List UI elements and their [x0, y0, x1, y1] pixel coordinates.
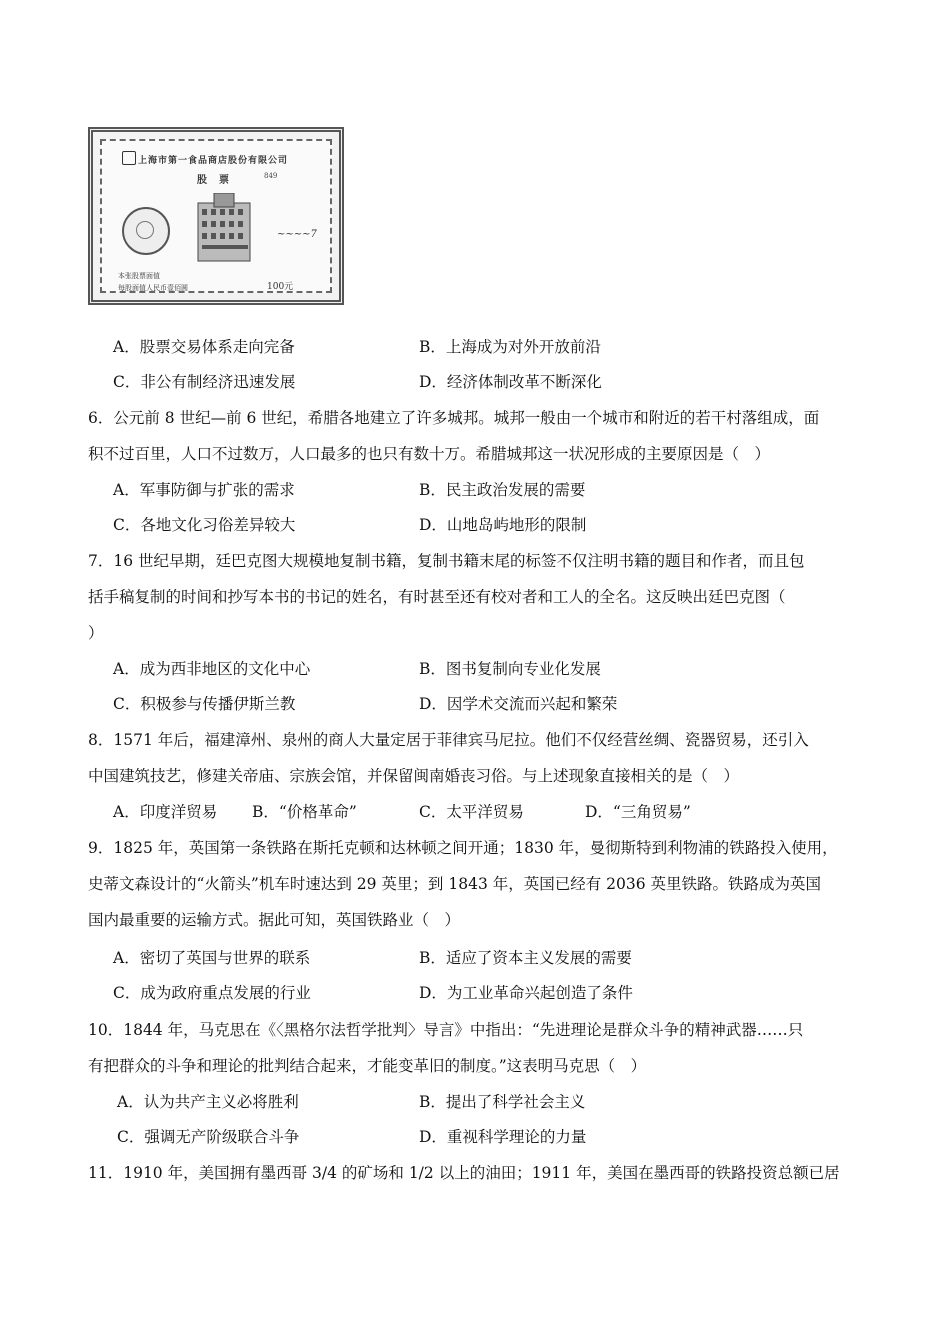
q6-option-b: B．民主政治发展的需要: [419, 481, 586, 499]
q10-stem-line1: 10．1844 年，马克思在《〈黑格尔法哲学批判〉导言》中指出：“先进理论是群众斗争的精神武器……只: [88, 1021, 804, 1039]
q5-option-c: C．非公有制经济迅速发展: [113, 373, 296, 391]
certificate-number: 849: [264, 172, 278, 180]
q8-option-d: D．“三角贸易”: [585, 803, 691, 821]
q6-option-d: D．山地岛屿地形的限制: [419, 516, 587, 534]
certificate-border: [100, 139, 332, 293]
certificate-amount: 100元: [267, 282, 294, 292]
certificate-footer-1: 本张股票面值: [118, 272, 160, 280]
q6-option-a: A．军事防御与扩张的需求: [113, 481, 295, 499]
q7-option-b: B．图书复制向专业化发展: [419, 660, 601, 678]
seal-icon: [122, 207, 170, 255]
q6-stem-line2: 积不过百里，人口不过数万，人口最多的也只有数十万。希腊城邦这一状况形成的主要原因是（ ）: [88, 445, 771, 463]
q8-stem-line2: 中国建筑技艺，修建关帝庙、宗族会馆，并保留闽南婚丧习俗。与上述现象直接相关的是（ ）: [88, 767, 740, 785]
q7-stem-line1: 7．16 世纪早期，廷巴克图大规模地复制书籍，复制书籍末尾的标签不仅注明书籍的题目和作者，而且包: [88, 552, 805, 570]
q8-option-a: A．印度洋贸易: [113, 803, 218, 821]
q6-stem-line1: 6．公元前 8 世纪—前 6 世纪，希腊各地建立了许多城邦。城邦一般由一个城市和附近的若干村落组成，面: [88, 409, 820, 427]
q9-option-b: B．适应了资本主义发展的需要: [419, 949, 632, 967]
stock-certificate-image: [88, 127, 344, 305]
q10-option-a: A．认为共产主义必将胜利: [117, 1093, 299, 1111]
signature: ~~~~7: [277, 229, 317, 240]
company-logo-icon: [122, 151, 136, 165]
q7-option-d: D．因学术交流而兴起和繁荣: [419, 695, 618, 713]
q10-option-c: C．强调无产阶级联合斗争: [117, 1128, 300, 1146]
q10-option-d: D．重视科学理论的力量: [419, 1128, 587, 1146]
q6-option-c: C．各地文化习俗差异较大: [113, 516, 296, 534]
q5-option-b: B．上海成为对外开放前沿: [419, 338, 601, 356]
q5-option-a: A．股票交易体系走向完备: [113, 338, 295, 356]
q8-option-c: C．太平洋贸易: [419, 803, 524, 821]
q9-option-d: D．为工业革命兴起创造了条件: [419, 984, 633, 1002]
q7-option-c: C．积极参与传播伊斯兰教: [113, 695, 296, 713]
q7-stem-line2: 括手稿复制的时间和抄写本书的书记的姓名，有时甚至还有校对者和工人的全名。这反映出廷巴克图（: [88, 588, 786, 606]
q9-stem-line2: 史蒂文森设计的“火箭头”机车时速达到 29 英里；到 1843 年，英国已经有 2036 英里铁路。铁路成为英国: [88, 875, 822, 893]
q8-option-b: B．“价格革命”: [252, 803, 357, 821]
q9-stem-line3: 国内最重要的运输方式。据此可知，英国铁路业（ ）: [88, 911, 461, 929]
q5-option-d: D．经济体制改革不断深化: [419, 373, 602, 391]
q7-option-a: A．成为西非地区的文化中心: [113, 660, 311, 678]
q10-option-b: B．提出了科学社会主义: [419, 1093, 586, 1111]
q9-option-a: A．密切了英国与世界的联系: [113, 949, 311, 967]
q10-stem-line2: 有把群众的斗争和理论的批判结合起来，才能变革旧的制度。”这表明马克思（ ）: [88, 1057, 647, 1075]
certificate-title: 股票: [197, 175, 241, 186]
certificate-company: 上海市第一食品商店股份有限公司: [138, 156, 289, 166]
q11-stem-line1: 11．1910 年，美国拥有墨西哥 3/4 的矿场和 1/2 以上的油田；1911 年，美国在墨西哥的铁路投资总额已居: [88, 1164, 840, 1182]
building-illustration: [190, 193, 260, 265]
q9-stem-line1: 9．1825 年，英国第一条铁路在斯托克顿和达林顿之间开通；1830 年，曼彻斯特到利物浦的铁路投入使用，: [88, 839, 838, 857]
q7-stem-line3: ）: [88, 624, 104, 642]
certificate-footer-2: 每股面值人民币壹佰圆: [118, 284, 188, 292]
q8-stem-line1: 8．1571 年后，福建漳州、泉州的商人大量定居于菲律宾马尼拉。他们不仅经营丝绸、瓷器贸易，还引入: [88, 731, 809, 749]
q9-option-c: C．成为政府重点发展的行业: [113, 984, 311, 1002]
